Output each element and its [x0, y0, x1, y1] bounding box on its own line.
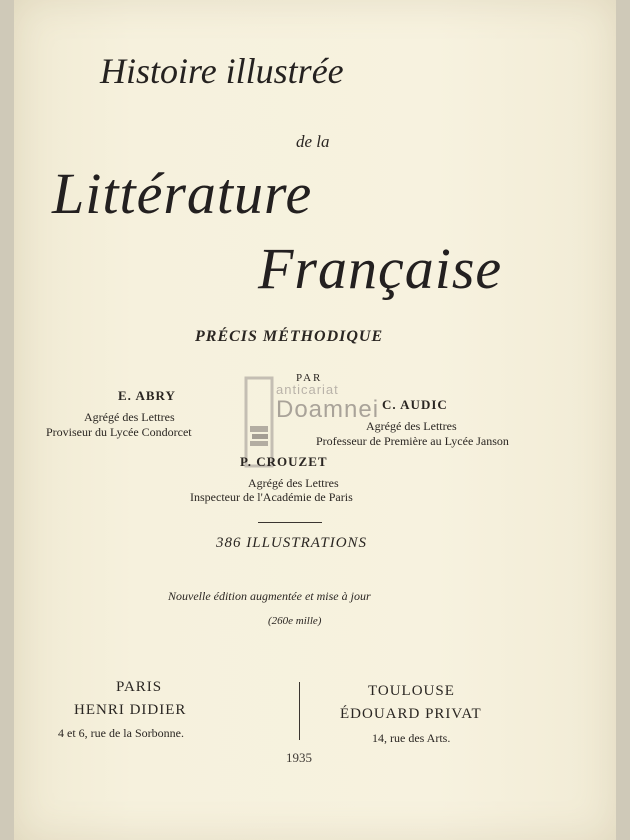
publisher-divider	[299, 682, 300, 740]
title-line-2: de la	[296, 132, 330, 151]
author-abry-name: E. ABRY	[118, 388, 176, 403]
watermark-top: anticariat	[276, 382, 339, 397]
title-line-1: Histoire illustrée	[100, 51, 344, 91]
watermark-main: Doamnei	[276, 396, 380, 423]
author-audic-name: C. AUDIC	[382, 397, 448, 412]
publisher-right-name: ÉDOUARD PRIVAT	[340, 706, 482, 722]
author-crouzet-line2: Inspecteur de l'Académie de Paris	[190, 490, 353, 504]
publisher-right-address: 14, rue des Arts.	[372, 731, 451, 745]
author-audic-line1: Agrégé des Lettres	[366, 419, 457, 433]
publisher-left-address: 4 et 6, rue de la Sorbonne.	[58, 726, 184, 740]
edition-note: Nouvelle édition augmentée et mise à jour	[168, 589, 371, 603]
title-page	[14, 0, 616, 840]
author-abry-line1: Agrégé des Lettres	[84, 410, 175, 424]
author-audic-line2: Professeur de Première au Lycée Janson	[316, 434, 509, 448]
subtitle: PRÉCIS MÉTHODIQUE	[195, 328, 384, 345]
publication-year: 1935	[286, 750, 312, 765]
illustrations-count: 386 ILLUSTRATIONS	[216, 535, 368, 551]
author-crouzet-name: P. CROUZET	[240, 454, 328, 469]
title-line-3: Littérature	[52, 161, 313, 226]
by-label: PAR	[296, 372, 323, 384]
divider-rule	[258, 522, 322, 523]
publisher-left-city: PARIS	[116, 679, 163, 695]
publisher-right-city: TOULOUSE	[368, 683, 455, 699]
title-line-4: Française	[258, 236, 503, 301]
author-crouzet-line1: Agrégé des Lettres	[248, 476, 339, 490]
publisher-left-name: HENRI DIDIER	[74, 702, 187, 718]
author-abry-line2: Proviseur du Lycée Condorcet	[46, 425, 192, 439]
printing-note: (260e mille)	[268, 615, 322, 627]
